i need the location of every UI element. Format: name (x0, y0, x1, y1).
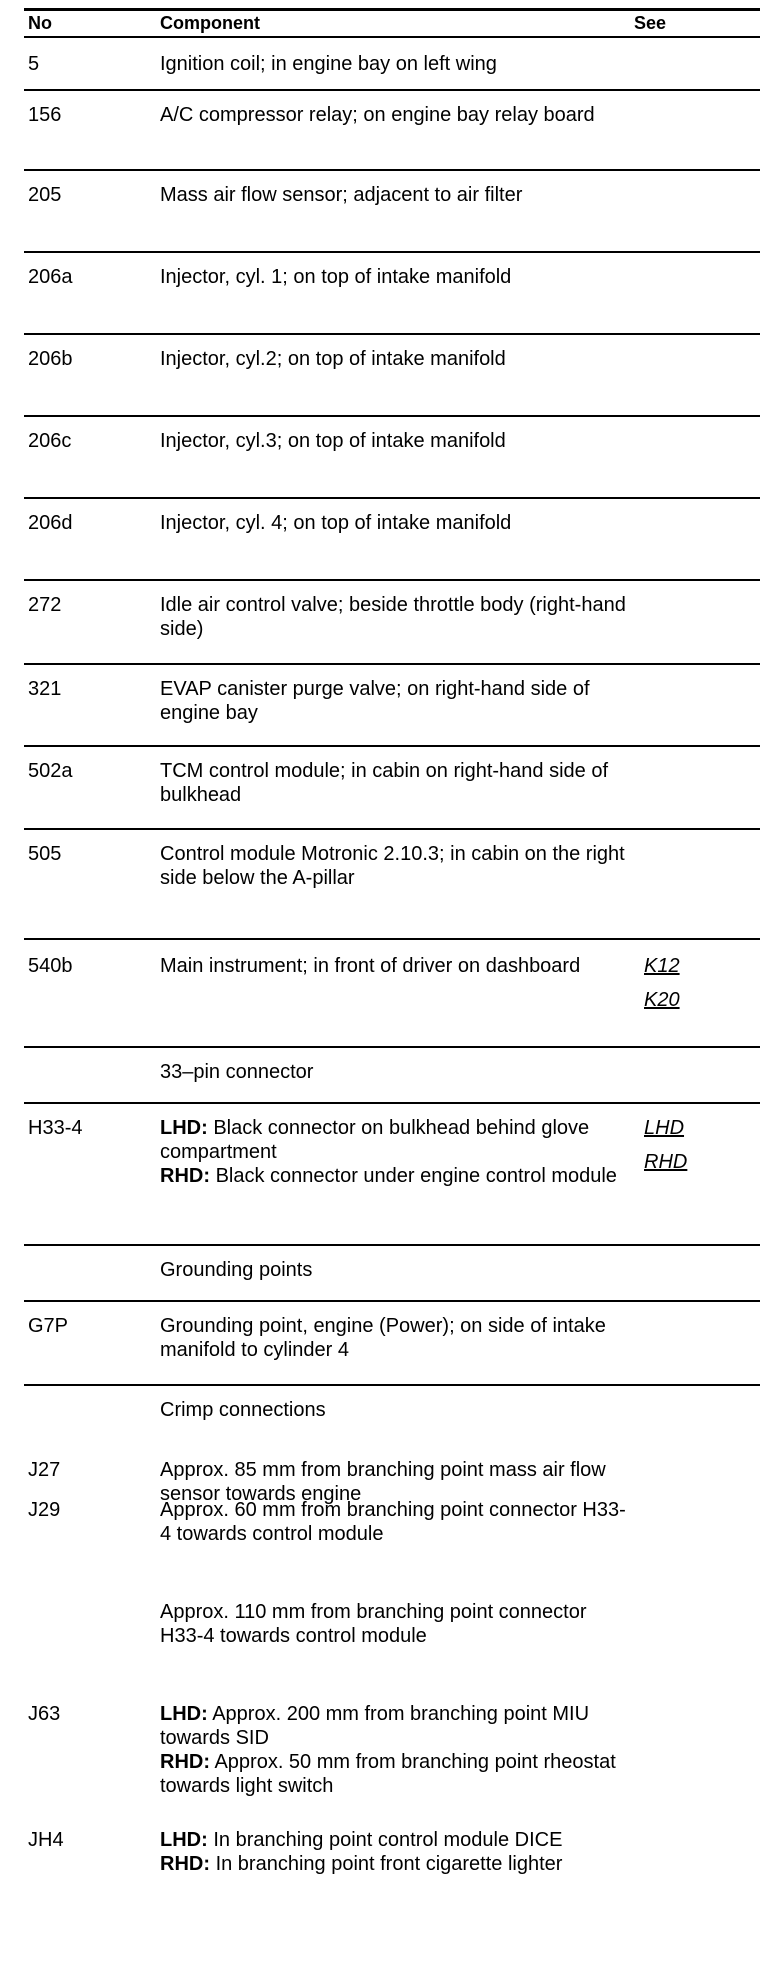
row-component (160, 183, 634, 251)
table-row (24, 1386, 760, 1442)
row-component (160, 677, 634, 745)
component-table (24, 8, 760, 1912)
row-number: H33-4 (28, 1117, 83, 1139)
table-row (24, 499, 760, 581)
component-text: Mass air flow sensor; adjacent to air filter (160, 184, 523, 206)
table-row (24, 1104, 760, 1246)
table-row (24, 1442, 760, 1505)
row-component (160, 759, 634, 828)
row-number: 5 (28, 53, 40, 75)
row-see (634, 1702, 760, 1812)
row-component (160, 1702, 634, 1812)
row-component (160, 1116, 634, 1244)
table-row (24, 91, 760, 171)
row-see (634, 1258, 760, 1300)
row-number: JH4 (28, 1829, 64, 1851)
row-see (634, 103, 760, 169)
header-see: See (634, 13, 667, 33)
table-row (24, 665, 760, 747)
component-text: Injector, cyl. 4; on top of intake manifold (160, 512, 512, 534)
row-component (160, 593, 634, 663)
table-row (24, 171, 760, 253)
row-component (160, 1458, 634, 1505)
header-no: No (28, 13, 52, 33)
row-component (160, 1600, 634, 1688)
row-see (634, 1398, 760, 1442)
row-see (634, 265, 760, 333)
row-component (160, 511, 634, 579)
see-reference-link[interactable]: K12 (644, 955, 680, 977)
row-number: 206c (28, 430, 72, 452)
row-see (634, 511, 760, 579)
row-see (634, 842, 760, 938)
component-text: Grounding point, engine (Power); on side of intake manifold to cylinder 4 (160, 1315, 606, 1361)
component-text: Injector, cyl. 1; on top of intake manifold (160, 266, 512, 288)
row-number: 206a (28, 266, 73, 288)
row-number: 540b (28, 955, 73, 977)
row-see (634, 677, 760, 745)
table-row (24, 1688, 760, 1812)
table-row (24, 940, 760, 1048)
component-text: Approx. 85 mm from branching point mass air flow sensor towards engine (160, 1459, 606, 1505)
table-row (24, 253, 760, 335)
table-row (24, 1246, 760, 1302)
part-text: Approx. 200 mm from branching point MIU towards SID (160, 1703, 590, 1749)
table-row (24, 417, 760, 499)
table-row (24, 1812, 760, 1912)
row-component (160, 1060, 634, 1102)
part-label: LHD: (160, 1117, 208, 1139)
component-text: Main instrument; in front of driver on dashboard (160, 955, 581, 977)
component-text: Injector, cyl.3; on top of intake manifold (160, 430, 506, 452)
see-reference-link[interactable]: RHD (644, 1151, 688, 1173)
component-text: EVAP canister purge valve; on right-hand side of engine bay (160, 678, 590, 724)
table-row (24, 747, 760, 830)
header-component: Component (160, 13, 260, 33)
table-row (24, 1498, 760, 1600)
part-label: RHD: (160, 1165, 210, 1187)
row-number: J27 (28, 1459, 61, 1481)
component-text: Approx. 60 mm from branching point connector H33-4 towards control module (160, 1499, 626, 1545)
row-number: 205 (28, 184, 62, 206)
component-text: Ignition coil; in engine bay on left wing (160, 53, 497, 75)
part-text: In branching point control module DICE (213, 1829, 563, 1851)
row-component (160, 1398, 634, 1442)
part-text: Black connector on bulkhead behind glove compartment (160, 1117, 590, 1163)
row-number: J29 (28, 1499, 61, 1521)
row-see (634, 183, 760, 251)
row-number (24, 1398, 160, 1442)
row-see (634, 1828, 760, 1912)
component-text: Crimp connections (160, 1399, 326, 1421)
row-component (160, 52, 634, 89)
table-row (24, 1048, 760, 1104)
component-part (160, 1116, 628, 1164)
table-row (24, 335, 760, 417)
row-component (160, 265, 634, 333)
row-number (24, 1258, 160, 1300)
row-component (160, 954, 634, 1046)
row-component (160, 1314, 634, 1384)
row-number (24, 1060, 160, 1102)
row-see (634, 759, 760, 828)
component-part (160, 1702, 628, 1750)
row-component (160, 429, 634, 497)
part-label: RHD: (160, 1751, 210, 1773)
row-see (634, 593, 760, 663)
component-text: A/C compressor relay; on engine bay relay board (160, 104, 595, 126)
table-row (24, 581, 760, 665)
row-component (160, 1828, 634, 1912)
row-number: J63 (28, 1703, 61, 1725)
row-component (160, 842, 634, 938)
row-number: 502a (28, 760, 73, 782)
table-row (24, 830, 760, 940)
row-see (634, 1060, 760, 1102)
part-text: In branching point front cigarette lighter (215, 1853, 563, 1875)
row-see (634, 1116, 760, 1244)
component-text: 33–pin connector (160, 1061, 314, 1083)
row-see (634, 1458, 760, 1498)
row-see (634, 1600, 760, 1688)
table-header (24, 8, 760, 38)
part-text: Black connector under engine control module (215, 1165, 617, 1187)
row-number: 505 (28, 843, 62, 865)
component-text: Injector, cyl.2; on top of intake manifold (160, 348, 506, 370)
component-part (160, 1852, 628, 1876)
see-reference-link[interactable]: LHD (644, 1117, 685, 1139)
component-part (160, 1164, 628, 1188)
part-label: LHD: (160, 1829, 208, 1851)
component-text: Idle air control valve; beside throttle body (right-hand side) (160, 594, 626, 640)
row-number: 156 (28, 104, 62, 126)
row-number: G7P (28, 1315, 69, 1337)
component-part (160, 1750, 628, 1798)
part-label: LHD: (160, 1703, 208, 1725)
row-see (634, 1314, 760, 1384)
component-part (160, 1828, 628, 1852)
see-reference-link[interactable]: K20 (644, 989, 680, 1011)
row-number: 321 (28, 678, 62, 700)
row-component (160, 1498, 634, 1600)
row-see (634, 429, 760, 497)
row-see (634, 954, 760, 1046)
part-text: Approx. 50 mm from branching point rheostat towards light switch (160, 1751, 616, 1797)
component-text: Grounding points (160, 1259, 313, 1281)
table-row (24, 1600, 760, 1688)
table-body (24, 38, 760, 1912)
row-component (160, 347, 634, 415)
row-number: 272 (28, 594, 62, 616)
row-see (634, 52, 760, 89)
row-number: 206b (28, 348, 73, 370)
component-text: Control module Motronic 2.10.3; in cabin on the right side below the A-pillar (160, 843, 625, 889)
row-number: 206d (28, 512, 73, 534)
row-see (634, 1498, 760, 1600)
row-number (24, 1600, 160, 1688)
table-row (24, 1302, 760, 1386)
row-see (634, 347, 760, 415)
part-label: RHD: (160, 1853, 210, 1875)
component-text: Approx. 110 mm from branching point connector H33-4 towards control module (160, 1601, 587, 1647)
component-text: TCM control module; in cabin on right-hand side of bulkhead (160, 760, 609, 806)
table-row (24, 38, 760, 91)
row-component (160, 103, 634, 169)
row-component (160, 1258, 634, 1300)
